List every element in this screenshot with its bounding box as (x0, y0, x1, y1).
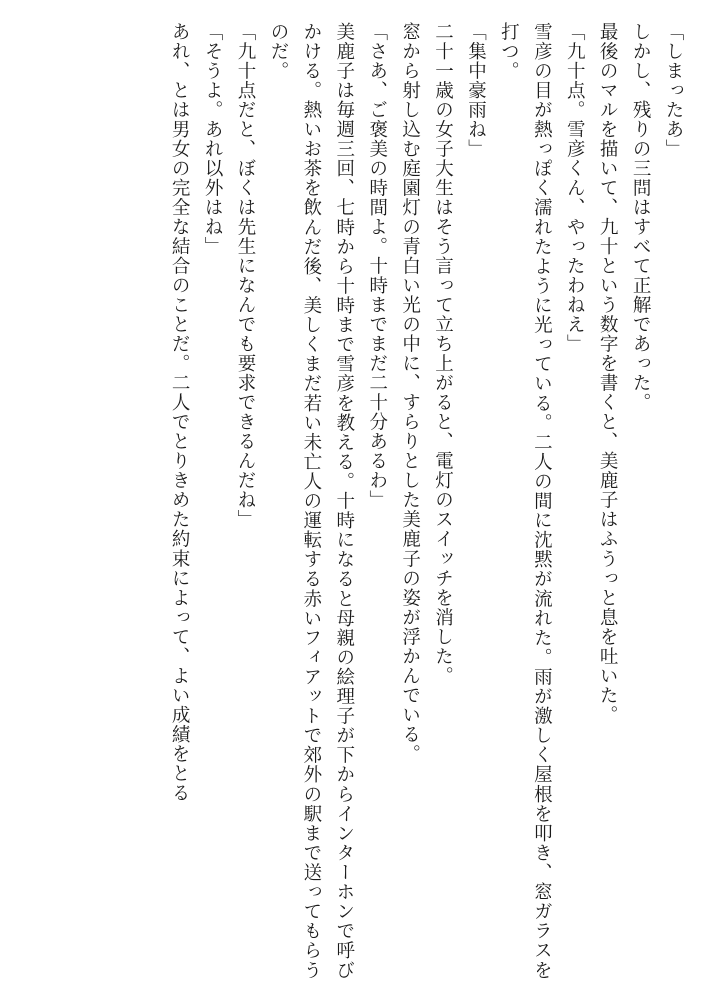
paragraph: 窓から射し込む庭園灯の青白い光の中に、すらりとした美鹿子の姿が浮かんでいる。 (399, 22, 421, 764)
paragraph: あれ、とは男女の完全な結合のことだ。二人でとりきめた約束によって、よい成績をとる (169, 22, 191, 803)
paragraph: 「そうよ。あれ以外はね」 (202, 22, 224, 257)
paragraph: 最後のマルを描いて、九十という数字を書くと、美鹿子はふうっと息を吐いた。 (597, 22, 619, 725)
paragraph: 「集中豪雨ね」 (465, 22, 487, 159)
paragraph: 「九十点。雪彦くん、やったわねえ」 (564, 22, 586, 354)
paragraph: 雪彦の目が熱っぽく濡れたように光っている。二人の間に沈黙が流れた。雨が激しく屋根を叩き、窓ガラスを打つ。 (498, 22, 553, 980)
paragraph: 「しまったあ」 (663, 22, 684, 159)
vertical-text-body (18, 22, 689, 980)
paragraph: 美鹿子は毎週三回、七時から十時まで雪彦を教える。十時になると母親の絵理子が下からインターホンで呼びかける。熱いお茶を飲んだ後、美しくまだ若い未亡人の運転する赤いフィアットで郊外の駅まで送ってもらうのだ。 (267, 22, 355, 980)
paragraph: 「さあ、ご褒美の時間よ。十時までまだ二十分あるわ」 (366, 22, 388, 510)
paragraph: 「九十点だと、ぼくは先生になんでも要求できるんだね」 (235, 22, 257, 530)
paragraph: しかし、残りの三問はすべて正解であった。 (630, 22, 652, 413)
paragraph: 二十一歳の女子大生はそう言って立ち上がると、電灯のスイッチを消した。 (432, 22, 454, 686)
